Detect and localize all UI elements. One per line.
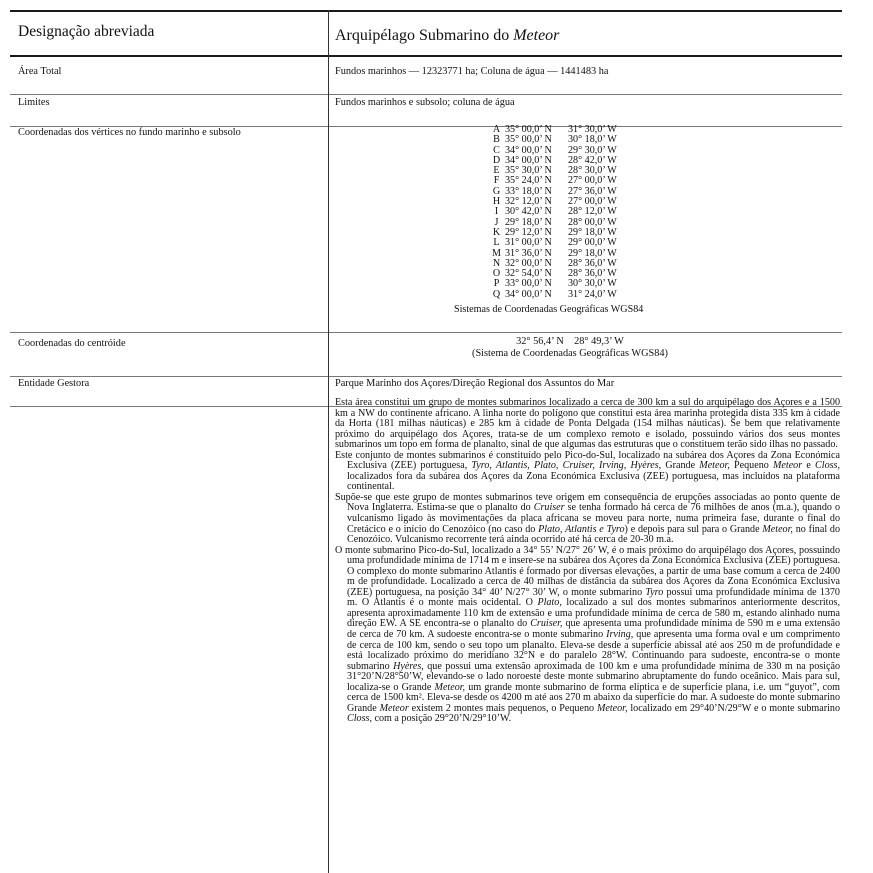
designation-table xyxy=(10,10,842,873)
top-rule xyxy=(10,10,842,12)
header-rule xyxy=(10,55,842,57)
vertex-id: H xyxy=(492,196,501,208)
italic-term: Plato, Atlantis e Tyro xyxy=(538,523,625,535)
limits-value: Fundos marinhos e subsolo; coluna de água xyxy=(335,97,515,108)
vertex-lat: 35° 00,0’ N xyxy=(505,134,552,146)
vertex-list xyxy=(488,125,638,300)
vertex-id: G xyxy=(492,185,501,197)
row-divider xyxy=(10,332,842,333)
italic-term: Irving, xyxy=(606,629,634,641)
vertex-lat: 33° 00,0’ N xyxy=(505,278,552,290)
text-run: um grande monte submarino de forma elíptica e de superfície plana, i.e. um “guyot”, com cerca de 1500 km². Eleva-se desde os 4200 m até aos 270 m abaixo da superfície do mar. A sudoeste do monte submarino Grande xyxy=(347,681,840,714)
vertex-lon: 28° 30,0’ W xyxy=(568,165,617,177)
vertex-id: D xyxy=(492,154,501,166)
vertex-id: N xyxy=(492,257,501,269)
vertex-lat: 34° 00,0’ N xyxy=(505,144,552,156)
vertex-lon: 31° 24,0’ W xyxy=(568,288,617,300)
vertex-lat: 31° 00,0’ N xyxy=(505,237,552,249)
text-run: no final do Cenozóico. Vulcanismo recorrente terá ainda ocorrido até há cerca de 20-30 m.a. xyxy=(347,523,841,546)
vertex-id: F xyxy=(493,175,500,187)
vertex-id: O xyxy=(492,268,501,280)
vertex-system: Sistemas de Coordenadas Geográficas WGS84 xyxy=(454,304,644,315)
text-run: que apresenta uma forma oval e um comprimento de cerca de 100 km, sendo o seu topo um planalto. Eleva-se desde a superfície abissal até aos 250 m de profundidade e está localizado próximo do meridiano 32°N e do paralelo 28°W. Continuando para sudoeste, encontra-se o monte submarino xyxy=(347,629,840,672)
italic-term: Meteor, xyxy=(699,460,730,472)
vertex-lon: 28° 00,0’ W xyxy=(568,216,617,228)
centroid-system: (Sistema de Coordenadas Geográficas WGS84) xyxy=(472,347,668,359)
description-paragraph xyxy=(335,451,840,493)
centroid-coords: 32° 56,4’ N 28° 49,3’ W xyxy=(516,336,624,347)
text-run: Grande xyxy=(661,460,700,472)
text-run: que possui uma extensão aproximada de 100 km e uma profundidade mínima de 330 m na posição 31°20’N/28°50’W, elevando-se o lado noroeste deste monte submarino abruptamente do fundo oceânico. Mais para sul, localiza-se o Grande xyxy=(347,660,840,693)
vertex-lon: 29° 00,0’ W xyxy=(568,237,617,249)
vertex-id: J xyxy=(494,216,499,228)
vertex-id: P xyxy=(493,278,500,290)
vertex-lon: 29° 30,0’ W xyxy=(568,144,617,156)
text-run: localizados fora da subárea dos Açores da Zona Económica Exclusiva (ZEE) portuguesa, mas incluídos na plataforma continental. xyxy=(347,470,840,493)
centroid-label: Coordenadas do centróide xyxy=(18,338,126,349)
text-run: possui uma profundidade mínima de 1370 m. O Atlantis é o monte mais ocidental. O xyxy=(347,586,840,609)
text-run: O monte submarino Pico-do-Sul, localizado a 34° 55’ N/27° 26’ W, é o mais próximo do arquipélago dos Açores, possuindo uma profundidade mínima de 1714 m e insere-se na subárea dos Açores da Zona Económica Exclusiva (ZEE) portuguesa. O complexo do monte submarino Atlantis é formado por diversas elevações, a partir de uma base comum a cerca de 2400 m de profundidade. Localizado a cerca de 40 milhas de distância da subárea dos Açores da Zona Económica Exclusiva (ZEE) portuguesa, na posição 34° 40’ N/27° 30’ W, o monte submarino xyxy=(335,544,840,598)
description-paragraph xyxy=(335,493,840,546)
text-run: ) e depois para sul para o Grande xyxy=(624,523,763,535)
vertex-lon: 28° 12,0’ W xyxy=(568,206,617,218)
italic-term: Closs, xyxy=(815,460,840,472)
area-label: Área Total xyxy=(18,66,62,77)
vertex-lon: 28° 36,0’ W xyxy=(568,268,617,280)
vertex-lat: 34° 00,0’ N xyxy=(505,154,552,166)
vertex-lon: 27° 00,0’ W xyxy=(568,196,617,208)
text-run: e xyxy=(802,460,816,472)
text-run: que apresenta uma profundidade mínima de 590 m e uma extensão de cerca de 70 km. A sudoeste encontra-se o monte submarino xyxy=(347,618,840,641)
row-divider xyxy=(10,94,842,95)
text-run: localizado em 29°40’N/29°W e o monte submarino xyxy=(627,702,841,714)
vertex-lon: 30° 18,0’ W xyxy=(568,134,617,146)
italic-term: Plato, xyxy=(537,597,562,609)
vertex-lon: 30° 30,0’ W xyxy=(568,278,617,290)
vertex-id: M xyxy=(492,247,501,259)
vertex-id: E xyxy=(493,165,500,177)
vertex-lat: 33° 18,0’ N xyxy=(505,185,552,197)
vertex-id: L xyxy=(493,237,500,249)
italic-term: Cruiser, xyxy=(530,618,563,630)
vertex-lon: 28° 42,0’ W xyxy=(568,154,617,166)
vertex-lat: 30° 42,0’ N xyxy=(505,206,552,218)
vertex-lon: 31° 30,0’ W xyxy=(568,124,617,135)
vertex-id: B xyxy=(493,134,500,146)
vertex-id: C xyxy=(493,144,500,156)
vertex-id: K xyxy=(492,226,501,238)
vertex-lon: 27° 36,0’ W xyxy=(568,185,617,197)
centroid-value xyxy=(430,336,710,359)
text-run: Supõe-se que este grupo de montes submarinos teve origem em consequência de erupções associadas ao ponto quente de Nova Inglaterra. Estima-se que o planalto do xyxy=(335,491,840,514)
vertex-lat: 29° 12,0’ N xyxy=(505,226,552,238)
vertex-id: Q xyxy=(492,288,501,300)
entity-value: Parque Marinho dos Açores/Direção Regional dos Assuntos do Mar xyxy=(335,378,615,389)
vertex-lon: 29° 18,0’ W xyxy=(568,226,617,238)
vertex-lat: 35° 30,0’ N xyxy=(505,165,552,177)
italic-term: Hyères, xyxy=(393,660,424,672)
text-run: com a posição 29°20’N/29°10’W. xyxy=(371,713,512,725)
area-value: Fundos marinhos — 12323771 ha; Coluna de água — 1441483 ha xyxy=(335,66,609,77)
description-text xyxy=(335,398,840,725)
italic-term: Tyro, Atlantis, Plato, Cruiser, Irving, Hyères, xyxy=(471,460,662,472)
entity-label: Entidade Gestora xyxy=(18,378,90,389)
vertex-lat: 29° 18,0’ N xyxy=(505,216,552,228)
header-label: Designação abreviada xyxy=(18,23,155,40)
vertex-lat: 35° 24,0’ N xyxy=(505,175,552,187)
text-run: localizado a sul dos montes submarinos anteriormente descritos, apresenta aproximadamente 110 km de extensão e uma profundidade mínima de cerca de 580 m, estando alinhado numa direção EW. A SE encontra-se o planalto do xyxy=(347,597,840,630)
vertex-lat: 35° 00,0’ N xyxy=(505,124,552,135)
description-paragraph: Esta área constitui um grupo de montes submarinos localizado a cerca de 300 km a sul do arquipélago dos Açores e a 1500 km a NW do continente africano. A linha norte do polígono que constitui esta área marinha protegida dista 335 km à cidade da Horta (181 milhas náuticas) e 285 km à cidade de Ponta Delgada (154 milhas náuticas). Se bem que relativamente próximo do arquipélago dos Açores, trata-se de um complexo remoto e isolado, possuindo vários dos seus montes submarinos um topo em forma de planalto, sinal de que algumas das estruturas que o constituem terão sido ilhas no passado. xyxy=(335,397,840,451)
column-divider xyxy=(328,10,329,873)
vertex-lat: 34° 00,0’ N xyxy=(505,288,552,300)
vertex-lon: 27° 00,0’ W xyxy=(568,175,617,187)
italic-term: Cruiser xyxy=(533,502,565,514)
limits-label: Limites xyxy=(18,97,50,108)
vertex-lat: 31° 36,0’ N xyxy=(505,247,552,259)
vertex-lat: 32° 54,0’ N xyxy=(505,268,552,280)
description-paragraph xyxy=(335,546,840,725)
text-run: Este conjunto de montes submarinos é constituído pelo Pico-do-Sul, localizado na subárea dos Açores da Zona Económica Exclusiva (ZEE) portuguesa, xyxy=(335,449,840,472)
text-run: Pequeno xyxy=(729,460,773,472)
vertices-label: Coordenadas dos vértices no fundo marinho e subsolo xyxy=(18,127,241,138)
vertex-id: A xyxy=(492,124,501,135)
header-value: Arquipélago Submarino do Meteor xyxy=(335,27,560,44)
italic-term: Tyro xyxy=(645,586,664,598)
italic-term: Meteor, xyxy=(762,523,793,535)
vertex-lat: 32° 00,0’ N xyxy=(505,257,552,269)
vertex-id: I xyxy=(494,206,499,218)
italic-term: Closs, xyxy=(347,713,372,725)
italic-term: Meteor, xyxy=(596,702,628,714)
vertex-row xyxy=(488,290,638,300)
vertex-lon: 28° 36,0’ W xyxy=(568,257,617,269)
text-run: existem 2 montes mais pequenos, o Pequeno xyxy=(408,702,597,714)
text-run: se tenha formado há cerca de 76 milhões de anos (m.a.), quando o vulcanismo ligado às movimentações da placa africana se moveu para norte, numa primeira fase, durante o final do Cretácico e o início do Cenozóico (no caso do xyxy=(347,502,841,535)
vertex-lon: 29° 18,0’ W xyxy=(568,247,617,259)
vertex-lat: 32° 12,0’ N xyxy=(505,196,552,208)
italic-term: Meteor, xyxy=(434,681,466,693)
italic-term: Meteor xyxy=(379,702,409,714)
italic-term: Meteor xyxy=(773,460,803,472)
